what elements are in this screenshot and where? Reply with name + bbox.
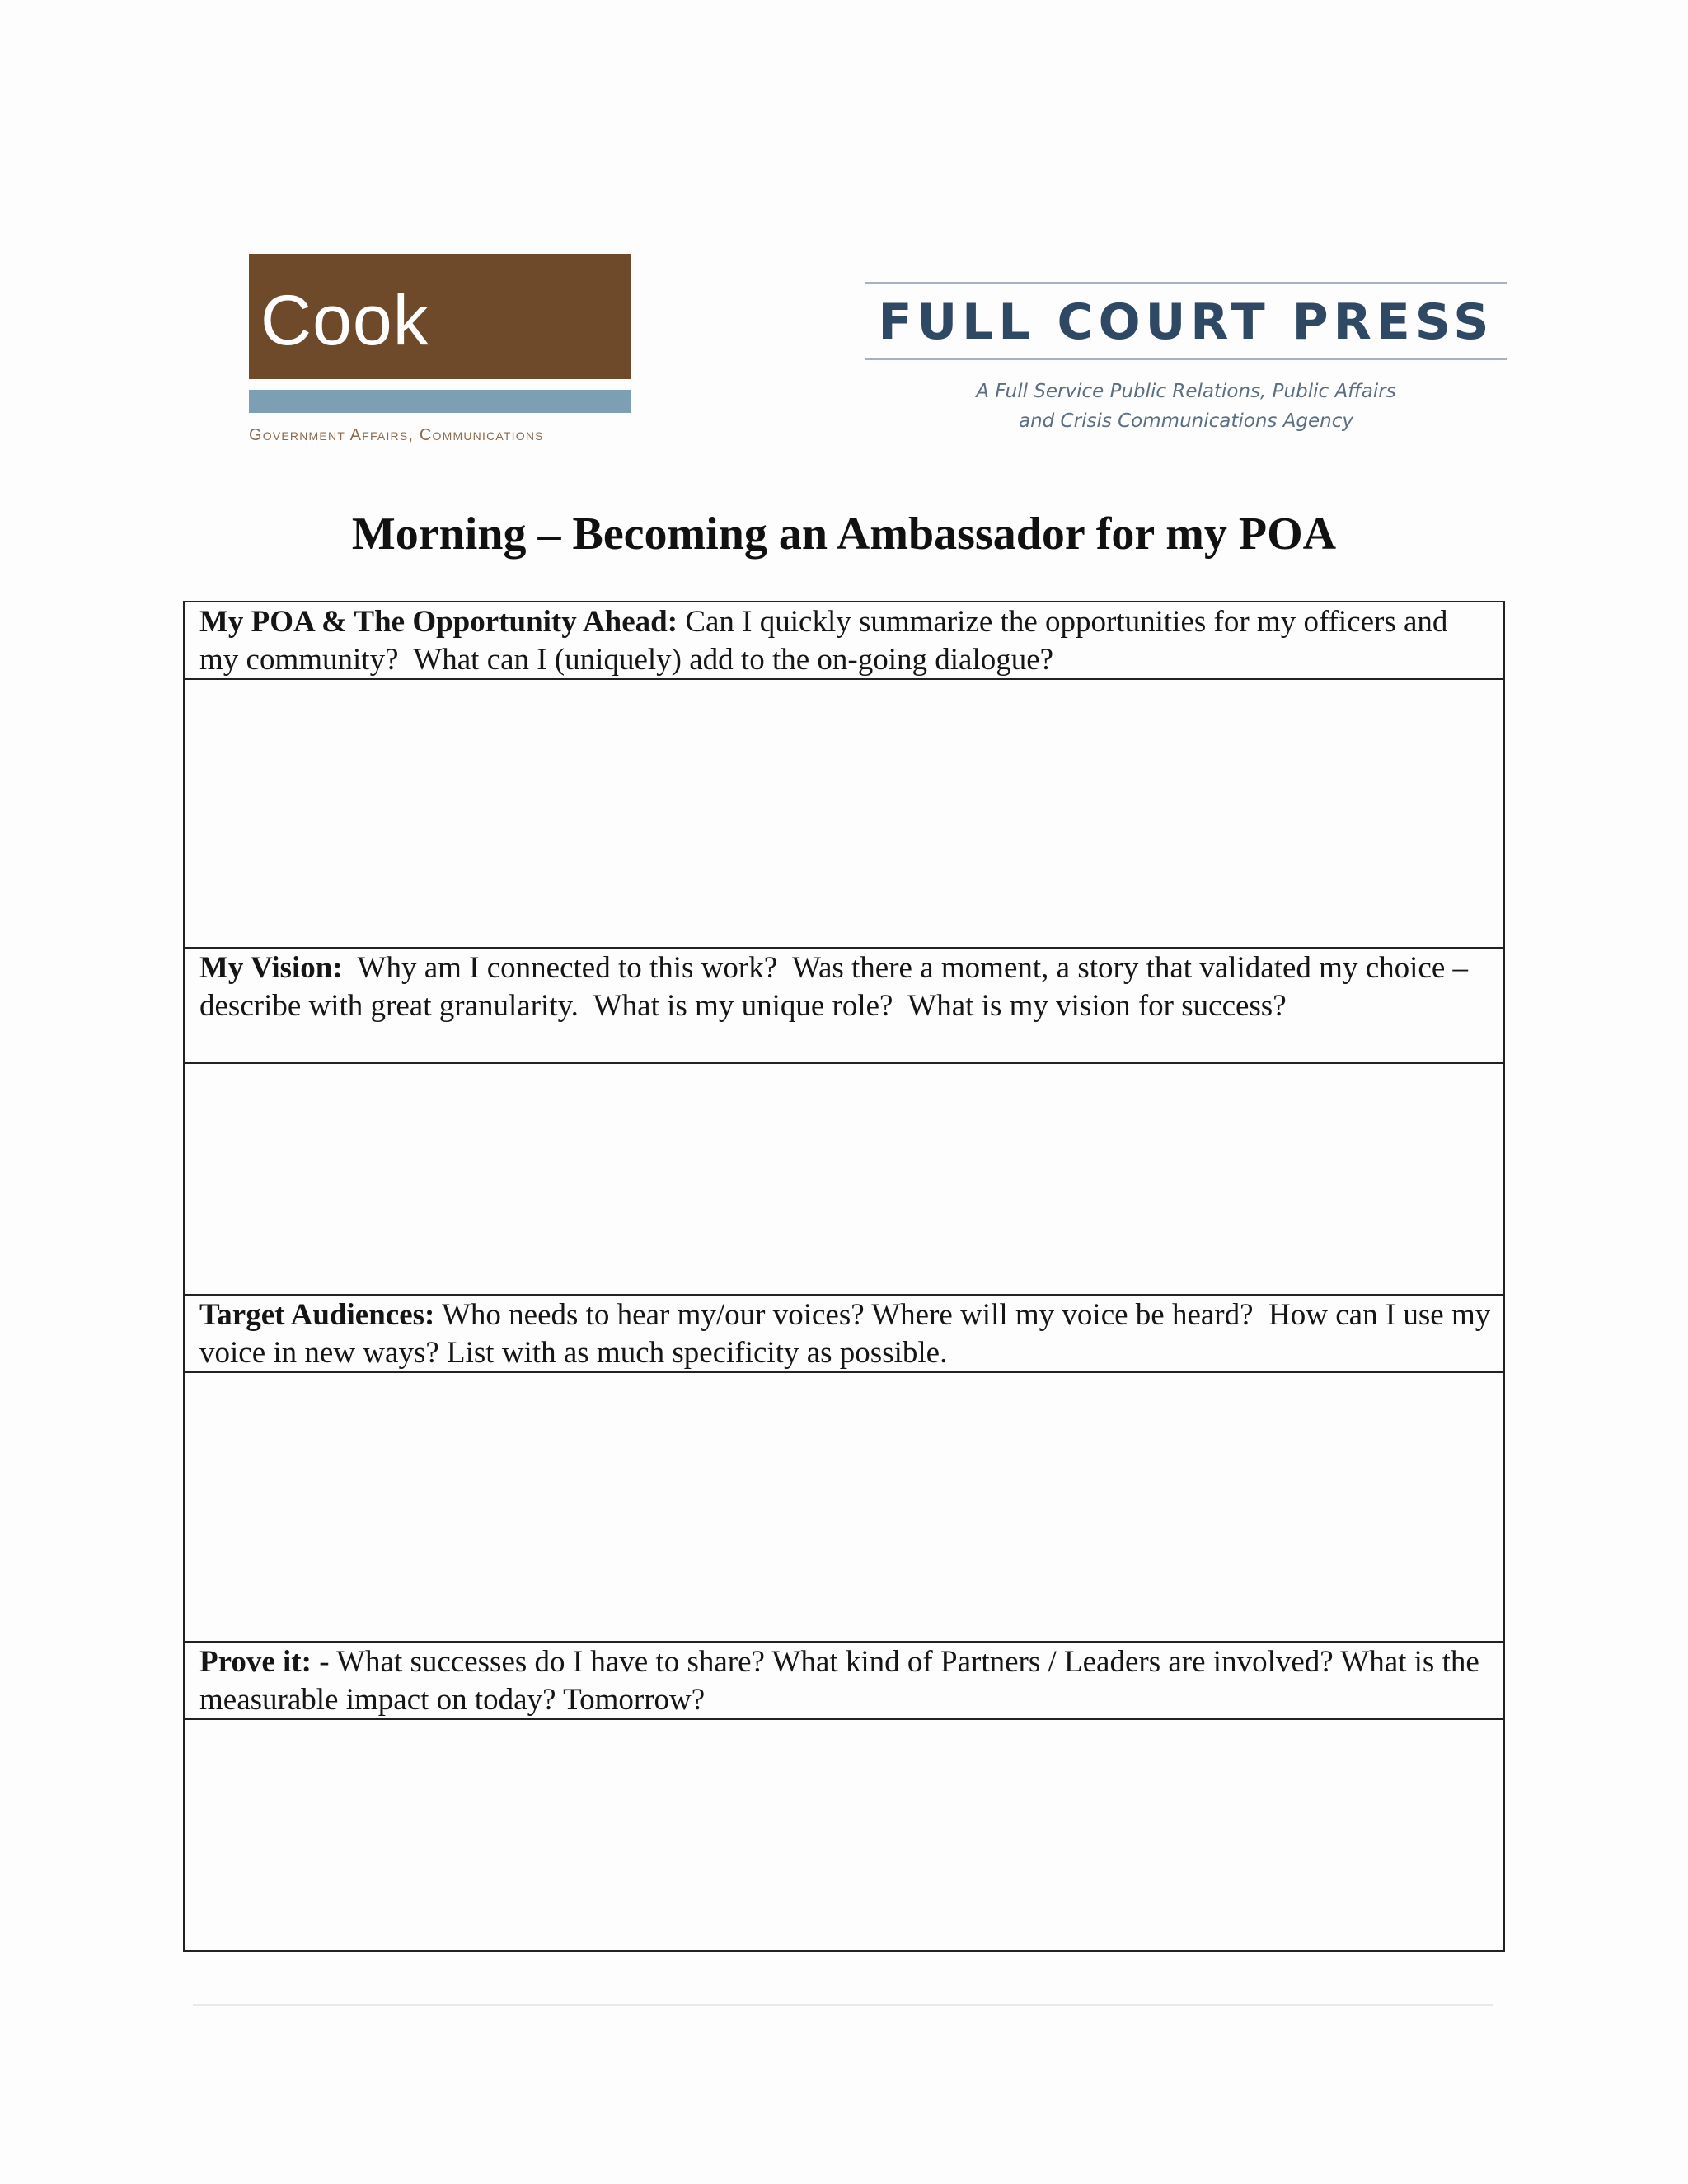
- prompt-label: My Vision:: [199, 951, 343, 985]
- cook-logo-brand-block: [249, 254, 631, 379]
- answer-area-opportunity[interactable]: [185, 680, 1503, 949]
- worksheet-table: [183, 601, 1505, 1952]
- fcp-logo-top-rule: [865, 282, 1507, 284]
- prompt-question: Can I quickly summarize the opportunities for my officers and my community? What can I (uniquely) add to the on-going dialogue?: [199, 605, 1448, 677]
- cook-logo: [249, 254, 631, 452]
- prompt-text: [185, 602, 1503, 679]
- prompt-label: Prove it:: [199, 1645, 312, 1679]
- prompt-row-opportunity: [185, 602, 1503, 680]
- answer-area-vision[interactable]: [185, 1064, 1503, 1296]
- fcp-logo-bottom-rule: [865, 358, 1507, 360]
- fcp-logo-tagline-line2: and Crisis Communications Agency: [1018, 410, 1354, 432]
- prompt-text: [185, 949, 1503, 1025]
- footer-divider: [193, 2004, 1493, 2006]
- prompt-row-vision: [185, 949, 1503, 1064]
- cook-logo-wordmark: Cook: [260, 281, 429, 360]
- page-title: Morning – Becoming an Ambassador for my POA: [351, 509, 1337, 560]
- prompt-label: My POA & The Opportunity Ahead:: [199, 605, 678, 639]
- full-court-press-logo: [865, 282, 1508, 447]
- cook-logo-accent-bar: [249, 390, 631, 413]
- prompt-question: Who needs to hear my/our voices? Where will my voice be heard? How can I use my voice in new ways? List with as much specificity as possible.: [199, 1298, 1491, 1370]
- answer-area-prove-it[interactable]: [185, 1720, 1503, 1950]
- prompt-text: [185, 1643, 1503, 1719]
- fcp-logo-tagline-line1: A Full Service Public Relations, Public Affairs: [976, 381, 1396, 402]
- prompt-row-prove-it: [185, 1643, 1503, 1720]
- fcp-logo-wordmark: FULL COURT PRESS: [878, 293, 1494, 351]
- prompt-question: - What successes do I have to share? What kind of Partners / Leaders are involved? What is the measurable impact on today? Tomorrow?: [199, 1645, 1479, 1717]
- answer-area-target-audiences[interactable]: [185, 1373, 1503, 1643]
- prompt-question: Why am I connected to this work? Was there a moment, a story that validated my choice – describe with great granularity. What is my unique role? What is my vision for success?: [199, 951, 1468, 1023]
- prompt-text: [185, 1296, 1503, 1372]
- prompt-label: Target Audiences:: [199, 1298, 435, 1332]
- cook-logo-tagline: Government Affairs, Communications: [249, 426, 544, 444]
- prompt-row-target-audiences: [185, 1296, 1503, 1373]
